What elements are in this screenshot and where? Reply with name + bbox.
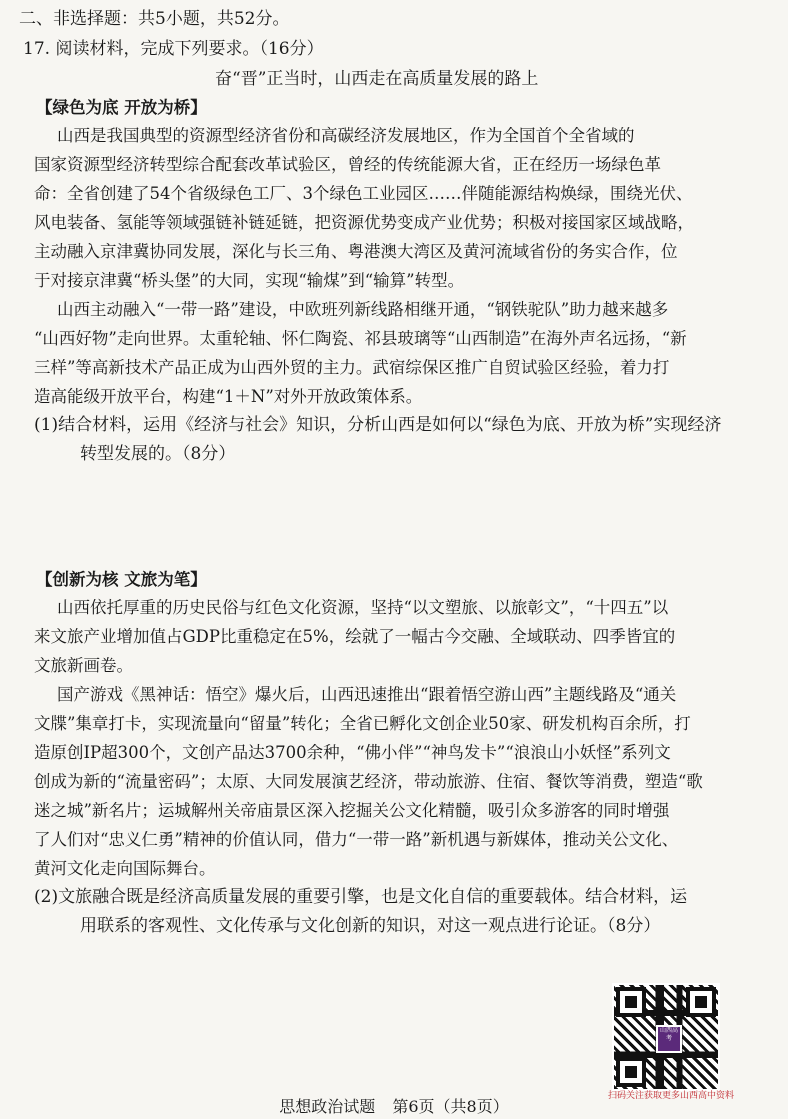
text-line: (1)结合材料，运用《经济与社会》知识，分析山西是如何以“绿色为底、开放为桥”实现经济 (34, 415, 722, 435)
text-line: 了人们对“忠义仁勇”精神的价值认同，借力“一带一路”新机遇与新媒体，推动关公文化、 (34, 830, 679, 849)
text-line: 迷之城”新名片；运城解州关帝庙景区深入挖掘关公文化精髓，吸引众多游客的同时增强 (34, 801, 670, 820)
material-title: 奋“晋”正当时，山西走在高质量发展的路上 (215, 69, 539, 89)
text-line: 主动融入京津冀协同发展，深化与长三角、粤港澳大湾区及黄河流域省份的务实合作，位 (34, 242, 678, 261)
qr-code-icon[interactable] (612, 983, 720, 1091)
text-line: 三样”等高新技术产品正成为山西外贸的主力。武宿综保区推广自贸试验区经验，着力打 (34, 358, 670, 377)
text-line: 文牒”集章打卡，实现流量向“留量”转化；全省已孵化文创企业50家、研发机构百余所，打 (34, 714, 691, 733)
text-line: 山西主动融入“一带一路”建设，中欧班列新线路相继开通，“钢铁驼队”助力越来越多 (57, 300, 669, 319)
qr-caption: 扫码关注获取更多山西高中资料 (608, 1091, 735, 1101)
text-line: (2)文旅融合既是经济高质量发展的重要引擎，也是文化自信的重要载体。结合材料，运 (34, 887, 688, 907)
qr-logo: 山西高考 (656, 1025, 682, 1053)
text-line: 风电装备、氢能等领域强链补链延链，把资源优势变成产业优势；积极对接国家区域战略， (34, 213, 694, 232)
footer-subject: 思想政治试题 (279, 1097, 376, 1116)
text-line: 于对接京津冀“桥头堡”的大同，实现“输煤”到“输算”转型。 (34, 271, 465, 290)
text-line: 山西依托厚重的历史民俗与红色文化资源，坚持“以文塑旅、以旅彰文”，“十四五”以 (57, 598, 669, 617)
text-line: 文旅新画卷。 (34, 656, 133, 675)
text-line: 命：全省创建了54个省级绿色工厂、3个绿色工业园区……伴随能源结构焕绿，围绕光伏、 (34, 184, 693, 203)
text-line: 黄河文化走向国际舞台。 (34, 859, 216, 878)
text-line: 用联系的客观性、文化传承与文化创新的知识，对这一观点进行论证。（8分） (80, 916, 661, 936)
question-17-intro: 17. 阅读材料，完成下列要求。（16分） (23, 39, 324, 59)
text-line: 造高能级开放平台，构建“1＋N”对外开放政策体系。 (34, 387, 423, 406)
part1-heading: 【绿色为底 开放为桥】 (36, 98, 207, 117)
text-line: “山西好物”走向世界。太重轮轴、怀仁陶瓷、祁县玻璃等“山西制造”在海外声名远扬，“新 (34, 329, 687, 348)
qr-finder-pattern (686, 987, 716, 1017)
text-line: 国产游戏《黑神话：悟空》爆火后，山西迅速推出“跟着悟空游山西”主题线路及“通关 (57, 685, 677, 704)
section-heading: 二、非选择题：共5小题，共52分。 (19, 9, 290, 29)
qr-finder-pattern (616, 987, 646, 1017)
text-line: 创成为新的“流量密码”；太原、大同发展演艺经济，带动旅游、住宿、餐饮等消费，塑造“歌 (34, 772, 703, 791)
page-footer (0, 1094, 788, 1117)
text-line: 国家资源型经济转型综合配套改革试验区，曾经的传统能源大省，正在经历一场绿色革 (34, 155, 661, 174)
text-line: 造原创IP超300个，文创产品达3700余种，“佛小伴”“神鸟发卡”“浪浪山小妖怪”系列文 (34, 743, 671, 762)
qr-finder-pattern (616, 1057, 646, 1087)
text-line: 来文旅产业增加值占GDP比重稳定在5%，绘就了一幅古今交融、全域联动、四季皆宜的 (34, 627, 676, 646)
text-line: 转型发展的。（8分） (80, 444, 236, 464)
part2-heading: 【创新为核 文旅为笔】 (36, 570, 207, 589)
footer-page-number: 第6页（共8页） (392, 1097, 509, 1116)
text-line: 山西是我国典型的资源型经济省份和高碳经济发展地区，作为全国首个全省域的 (57, 126, 635, 145)
